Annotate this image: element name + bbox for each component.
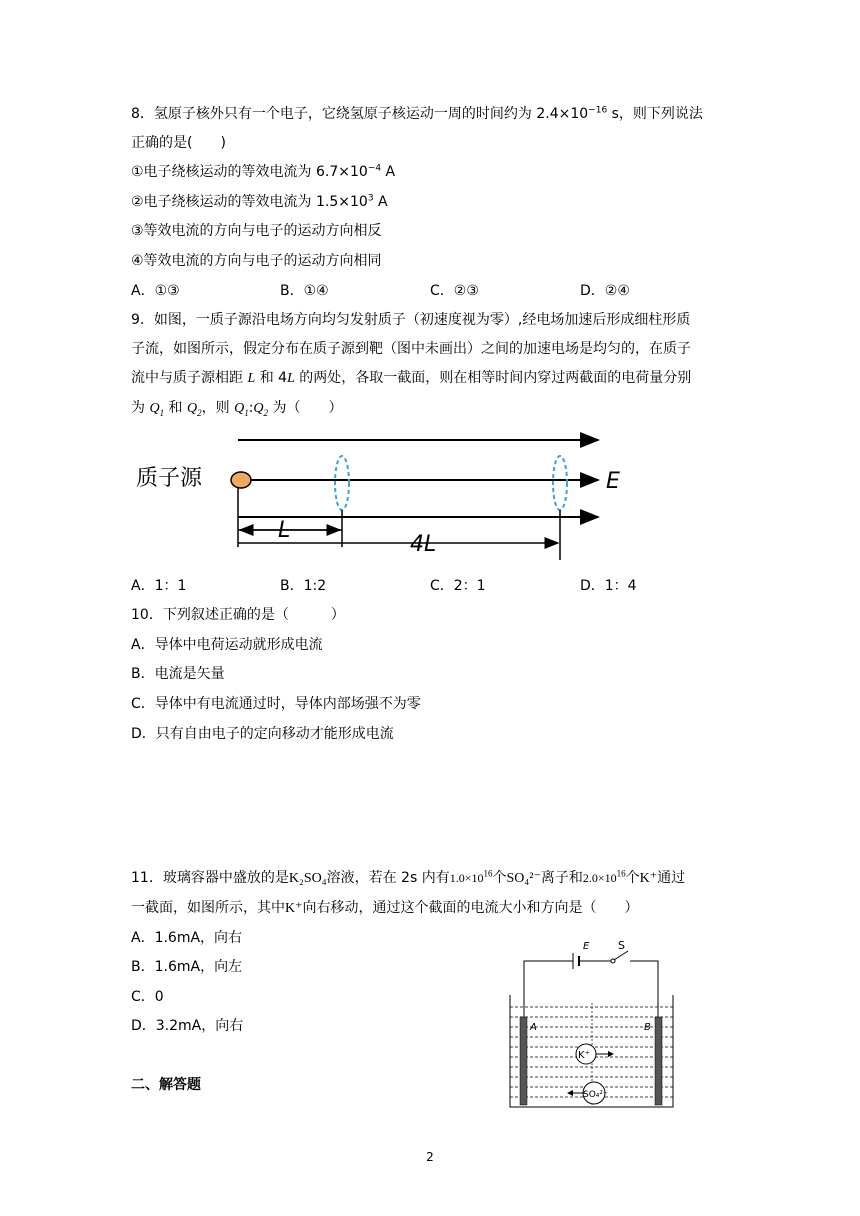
q9-var-q2-sub: 2 — [197, 407, 202, 418]
dist-l-label: L — [278, 518, 291, 543]
q9-colon: : — [248, 400, 254, 416]
q9-var-l2: L — [287, 371, 295, 386]
q8-option-d[interactable]: D．②④ — [580, 283, 630, 299]
proton-source-label: 质子源 — [136, 466, 203, 491]
electrode-a — [520, 1017, 527, 1105]
q8-exponent: −16 — [588, 105, 608, 116]
q9-var-q2b-sub: 2 — [263, 407, 269, 418]
q8-statement-1 — [131, 162, 395, 182]
q11-ion-so4: SO₄²⁻ — [506, 871, 541, 886]
q10-option-b[interactable]: B．电流是矢量 — [131, 666, 225, 682]
q8-s1-exponent: −4 — [367, 163, 382, 174]
q9-l3-c: 的两处，各取一截面，则在相等时间内穿过两截面的电荷量分别 — [294, 370, 692, 386]
section-heading-answers: 二、解答题 — [131, 1077, 201, 1093]
q11-l1-a: 11．玻璃容器中盛放的是 — [131, 870, 289, 886]
q11-option-c[interactable]: C．0 — [131, 989, 164, 1005]
q9-stem-line1: 9．如图，一质子源沿电场方向均匀发射质子（初速度视为零）,经电场加速后形成细柱形质 — [131, 312, 691, 328]
switch-label: S — [618, 939, 625, 952]
switch-blade — [614, 951, 628, 960]
q9-l3-b: 和 4 — [255, 370, 288, 386]
q11-n2: 2.0×10 — [582, 871, 617, 885]
q8-stem-line1 — [131, 104, 703, 124]
electrode-a-label: A — [530, 1022, 537, 1033]
q11-l1-d: 离子和 — [540, 870, 583, 886]
q11-n1-exp: 16 — [483, 868, 493, 879]
q9-l3-a: 流中与质子源相距 — [131, 370, 248, 386]
q9-var-q2: Q — [186, 401, 198, 416]
q8-option-c[interactable]: C．②③ — [430, 283, 479, 299]
q11-n1: 1.0×10 — [449, 871, 484, 885]
q9-figure — [120, 425, 640, 565]
q8-option-a[interactable]: A．①③ — [131, 283, 180, 299]
q9-var-q1b: Q — [234, 401, 245, 416]
q8-statement-3: ③等效电流的方向与电子的运动方向相反 — [131, 223, 382, 239]
q9-var-q1: Q — [149, 401, 160, 416]
q9-var-q1-sub: 1 — [159, 407, 165, 418]
q9-option-b[interactable]: B．1:2 — [280, 578, 327, 594]
q9-l4-d: 为（ ） — [268, 400, 343, 416]
q11-l2-ion: K⁺ — [285, 901, 303, 916]
q11-l1-c: 个 — [492, 870, 507, 886]
q10-option-a[interactable]: A．导体中电荷运动就形成电流 — [131, 637, 323, 653]
q8-s1-text: ①电子绕核运动的等效电流为 6.7×10 — [131, 164, 368, 180]
q9-stem-line4 — [131, 398, 342, 419]
q11-option-d[interactable]: D．3.2mA，向右 — [131, 1018, 244, 1034]
q9-var-l: L — [247, 371, 256, 386]
q9-stem-line3 — [131, 368, 691, 389]
battery-label: E — [583, 941, 590, 952]
q8-s2-text: ②电子绕核运动的等效电流为 1.5×10 — [131, 194, 368, 210]
q11-l1-b: 溶液，若在 2s 内有 — [326, 870, 450, 886]
q8-stem-text-2: s，则下列说法 — [607, 106, 703, 122]
q9-var-q1b-sub: 1 — [244, 407, 249, 418]
q9-option-a[interactable]: A．1：1 — [131, 578, 187, 594]
q11-chem-k2so4: K₂SO₄ — [288, 871, 327, 886]
q11-l1-f: 通过 — [657, 870, 686, 886]
q10-stem: 10．下列叙述正确的是（ ） — [131, 607, 345, 623]
q8-s2-exponent: 3 — [367, 193, 374, 204]
q8-stem-line2: 正确的是( ) — [131, 135, 226, 151]
q11-ion-k: K⁺ — [639, 871, 658, 886]
q9-option-c[interactable]: C．2：1 — [430, 578, 486, 594]
page-number: 2 — [426, 1150, 434, 1164]
q11-stem-line2 — [131, 898, 639, 919]
cross-section-2 — [553, 456, 567, 510]
q11-figure — [508, 935, 678, 1110]
q11-l2-b: 向右移动，通过这个截面的电流大小和方向是（ ） — [302, 900, 639, 916]
q10-option-c[interactable]: C．导体中有电流通过时，导体内部场强不为零 — [131, 696, 421, 712]
q9-l4-a: 为 — [131, 400, 150, 416]
q9-stem-line2: 子流，如图所示，假定分布在质子源到靶（图中未画出）之间的加速电场是均匀的，在质子 — [131, 341, 691, 357]
q9-l4-c: ，则 — [201, 400, 235, 416]
q8-option-b[interactable]: B．①④ — [280, 283, 329, 299]
q8-s1-unit: A — [381, 164, 396, 180]
proton-source-dot — [231, 472, 251, 488]
q11-l1-e: 个 — [625, 870, 640, 886]
circuit-wire — [524, 961, 573, 1017]
dist-4l-label: 4L — [410, 532, 437, 557]
q11-l2-a: 一截面，如图所示，其中 — [131, 900, 285, 916]
electrode-b — [655, 1017, 662, 1105]
so4-ion-label: SO₄²⁻ — [583, 1090, 608, 1100]
electrode-b-label: B — [644, 1022, 651, 1033]
k-ion-label: K⁺ — [578, 1050, 590, 1061]
circuit-wire-right — [630, 961, 658, 1017]
q9-option-d[interactable]: D．1：4 — [580, 578, 637, 594]
q11-option-b[interactable]: B．1.6mA，向左 — [131, 959, 243, 975]
q8-statement-2 — [131, 192, 388, 212]
q11-option-a[interactable]: A．1.6mA，向右 — [131, 930, 243, 946]
field-label-e: E — [606, 469, 620, 494]
q9-l4-b: 和 — [164, 400, 187, 416]
q10-option-d[interactable]: D．只有自由电子的定向移动才能形成电流 — [131, 726, 394, 742]
q8-s2-unit: A — [373, 194, 388, 210]
q8-stem-text: 8．氢原子核外只有一个电子，它绕氢原子核运动一周的时间约为 2.4×10 — [131, 106, 589, 122]
q11-stem-line1 — [131, 868, 685, 889]
cross-section-1 — [335, 456, 349, 510]
q9-var-q2b: Q — [253, 401, 264, 416]
q11-n2-exp: 16 — [616, 868, 626, 879]
q8-statement-4: ④等效电流的方向与电子的运动方向相同 — [131, 253, 382, 269]
